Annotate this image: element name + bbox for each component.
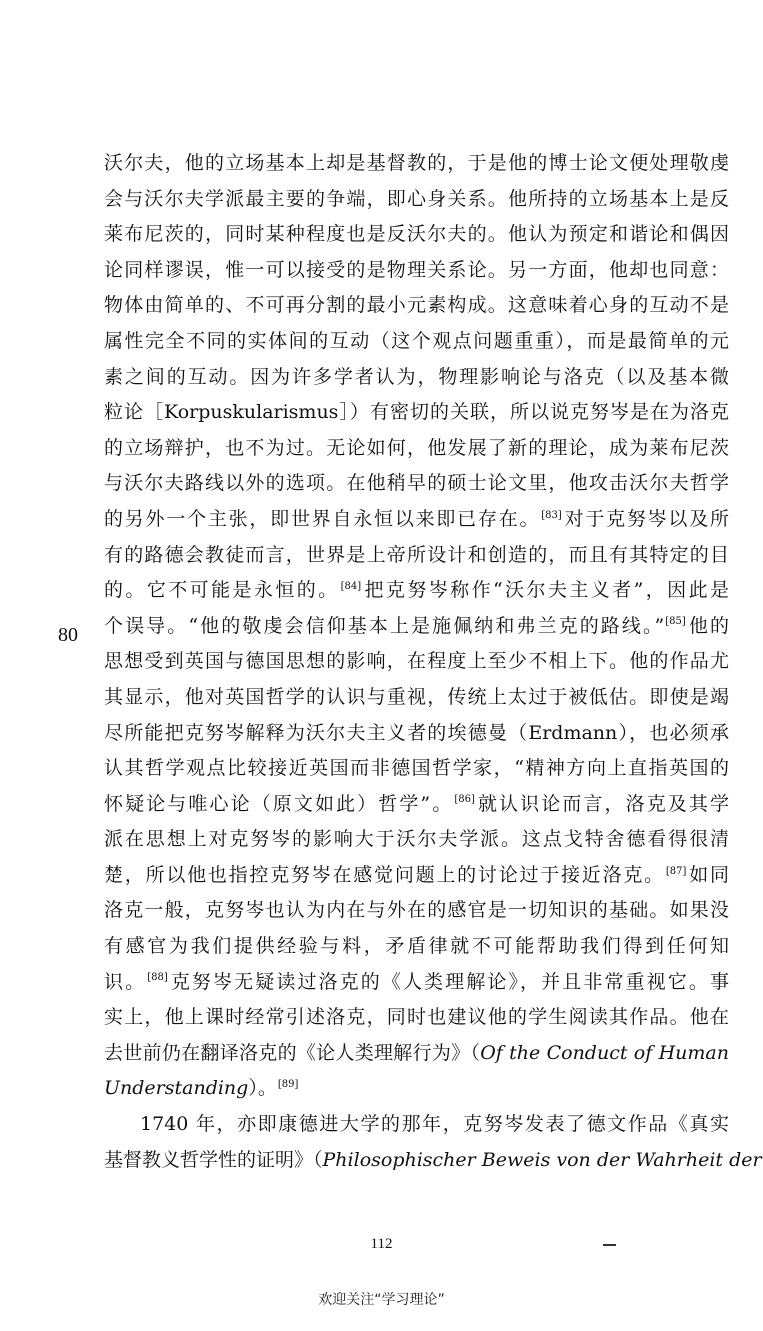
text-line: 物体由简单的、不可再分割的最小元素构成。这意味着心身的互动不是 [104, 294, 729, 317]
footnote-ref[interactable]: [86] [454, 794, 475, 806]
text-line: 论同样谬误，惟一可以接受的是物理关系论。另一方面，他却也同意： [104, 258, 729, 281]
text-line: 楚，所以他也指控克努岑在感觉问题上的讨论过于接近洛克。[87]如同 [104, 863, 729, 886]
text-line: 认其哲学观点比较接近英国而非德国哲学家，“精神方向上直指英国的 [104, 757, 729, 780]
body-text [104, 146, 762, 1178]
footnote-ref[interactable]: [88] [147, 972, 168, 984]
book-title-english: Of the Conduct of Human [480, 1041, 729, 1064]
text-line: 有的路德会教徒而言，世界是上帝所设计和创造的，而且有其特定的目 [104, 543, 729, 566]
text-line: 思想受到英国与德国思想的影响，在程度上至少不相上下。他的作品尤 [104, 650, 729, 673]
text-line: 尽所能把克努岑解释为沃尔夫主义者的埃德曼（Erdmann），也必须承 [104, 721, 729, 744]
text-line: 识。[88]克努岑无疑读过洛克的《人类理解论》，并且非常重视它。事 [104, 970, 729, 993]
page-number: 112 [370, 1236, 393, 1252]
book-title-english: Understanding [104, 1077, 249, 1100]
text-line: 洛克一般，克努岑也认为内在与外在的感官是一切知识的基础。如果没 [104, 899, 729, 922]
footer-note: 欢迎关注“学习理论” [318, 1292, 445, 1308]
book-title-german: Philosophischer Beweis von der Wahrheit der [322, 1148, 762, 1171]
text-line: 莱布尼茨的，同时某种程度也是反沃尔夫的。他认为预定和谐论和偶因 [104, 223, 729, 246]
text-line: 的另外一个主张，即世界自永恒以来即已存在。[83]对于克努岑以及所 [104, 507, 729, 530]
footnote-ref[interactable]: [85] [665, 616, 686, 628]
text-line: 素之间的互动。因为许多学者认为，物理影响论与洛克（以及基本微 [104, 365, 729, 388]
text-line: 1740 年，亦即康德进大学的那年，克努岑发表了德文作品《真实 [140, 1113, 729, 1136]
text-line: 属性完全不同的实体间的互动（这个观点问题重重），而是最简单的元 [104, 329, 729, 352]
footnote-ref[interactable]: [84] [340, 580, 362, 592]
text-line: 有感官为我们提供经验与料，矛盾律就不可能帮助我们得到任何知 [104, 935, 729, 958]
text-line: 其显示，他对英国哲学的认识与重视，传统上太过于被低估。即使是竭 [104, 685, 729, 708]
text-line: 个误导。“他的敬虔会信仰基本上是施佩纳和弗兰克的路线。”[85]他的 [104, 614, 729, 637]
text-line: 派在思想上对克努岑的影响大于沃尔夫学派。这点戈特舍德看得很清 [104, 828, 729, 851]
text-line: 会与沃尔夫学派最主要的争端，即心身关系。他所持的立场基本上是反 [104, 187, 729, 210]
footnote-ref[interactable]: [89] [277, 1079, 299, 1091]
text-line: 去世前仍在翻译洛克的《论人类理解行为》（Of the Conduct of Human [104, 1041, 729, 1064]
text-line: 实上，他上课时经常引述洛克，同时也建议他的学生阅读其作品。他在 [104, 1006, 729, 1029]
footnote-ref[interactable]: [87] [665, 865, 687, 877]
text-line: 基督教义哲学性的证明》（Philosophischer Beweis von der Wahrheit der [104, 1148, 762, 1171]
text-line: Understanding）。[89] [104, 1077, 299, 1100]
text-line: 粒论［Korpuskularismus］）有密切的关联，所以说克努岑是在为洛克 [104, 401, 729, 424]
text-line: 的立场辩护，也不为过。无论如何，他发展了新的理论，成为莱布尼茨 [104, 436, 729, 459]
text-line: 沃尔夫，他的立场基本上却是基督教的，于是他的博士论文便处理敬虔 [104, 152, 729, 174]
footnote-ref[interactable]: [83] [541, 509, 562, 521]
text-line: 怀疑论与唯心论（原文如此）哲学”。[86]就认识论而言，洛克及其学 [104, 792, 729, 815]
text-line: 与沃尔夫路线以外的选项。在他稍早的硕士论文里，他攻击沃尔夫哲学 [104, 472, 729, 495]
text-line: 的。它不可能是永恒的。[84]把克努岑称作“沃尔夫主义者”，因此是 [104, 579, 729, 602]
margin-page-number: 80 [58, 624, 78, 646]
